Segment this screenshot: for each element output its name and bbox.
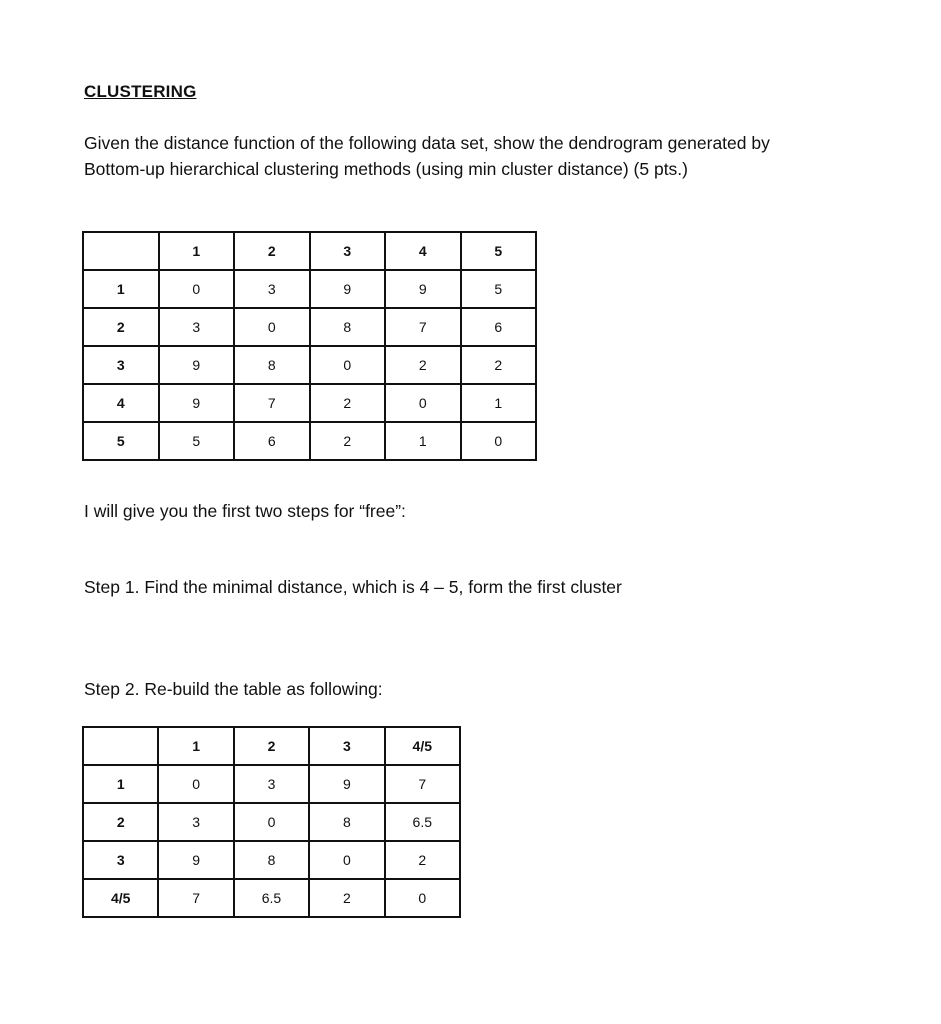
table-header-cell: 2 [234,232,310,270]
table-cell: 3 [234,765,309,803]
row-label: 3 [83,841,158,879]
table-row [83,270,536,308]
table-cell: 9 [310,270,386,308]
page-title: CLUSTERING [84,82,197,101]
table-cell: 9 [309,765,384,803]
table-header-cell: 1 [159,232,235,270]
table-cell: 8 [309,803,384,841]
row-label: 1 [83,270,159,308]
table-cell: 3 [234,270,310,308]
intro-text [84,130,884,182]
distance-table [82,231,537,461]
table-header-cell [83,232,159,270]
table-cell: 2 [310,422,386,460]
table-cell: 6 [461,308,537,346]
row-label: 4 [83,384,159,422]
table-cell: 6.5 [234,879,309,917]
table-row [83,803,460,841]
step-2-text: Step 2. Re-build the table as following: [84,679,383,699]
table-cell: 0 [234,308,310,346]
table-cell: 7 [234,384,310,422]
table-cell: 1 [461,384,537,422]
table-header-cell: 3 [309,727,384,765]
table-cell: 2 [309,879,384,917]
table-cell: 3 [159,308,235,346]
table-header-row [83,727,460,765]
table-row [83,384,536,422]
table-header-cell: 3 [310,232,386,270]
table-cell: 0 [309,841,384,879]
row-label: 1 [83,765,158,803]
table-cell: 7 [385,765,460,803]
table-cell: 9 [385,270,461,308]
table-cell: 0 [158,765,233,803]
table-row [83,765,460,803]
intro-line-2: Bottom-up hierarchical clustering methods (using min cluster distance) (5 pts.) [84,159,688,179]
table-header-cell [83,727,158,765]
table-cell: 0 [159,270,235,308]
table-header-cell: 4 [385,232,461,270]
table-cell: 0 [385,879,460,917]
table-cell: 9 [159,346,235,384]
table-cell: 5 [159,422,235,460]
row-label: 2 [83,803,158,841]
table-cell: 9 [158,841,233,879]
table-cell: 2 [310,384,386,422]
step-1-text: Step 1. Find the minimal distance, which is 4 – 5, form the first cluster [84,577,622,597]
table-header-row [83,232,536,270]
table-row [83,308,536,346]
row-label: 5 [83,422,159,460]
table-row [83,422,536,460]
row-label: 3 [83,346,159,384]
table-row [83,841,460,879]
table-cell: 0 [234,803,309,841]
table-header-cell: 1 [158,727,233,765]
table-header-cell: 5 [461,232,537,270]
table-cell: 0 [461,422,537,460]
table-cell: 0 [385,384,461,422]
table-cell: 6 [234,422,310,460]
table-cell: 8 [234,841,309,879]
rebuilt-distance-table [82,726,461,918]
table-cell: 8 [310,308,386,346]
table-cell: 7 [158,879,233,917]
table-cell: 1 [385,422,461,460]
table-cell: 0 [310,346,386,384]
table-cell: 2 [461,346,537,384]
row-label: 2 [83,308,159,346]
table-cell: 8 [234,346,310,384]
row-label: 4/5 [83,879,158,917]
table-cell: 6.5 [385,803,460,841]
table-cell: 2 [385,346,461,384]
table-cell: 2 [385,841,460,879]
free-steps-text: I will give you the first two steps for “free”: [84,501,406,521]
table-row [83,879,460,917]
table-row [83,346,536,384]
table-cell: 3 [158,803,233,841]
table-header-cell: 2 [234,727,309,765]
table-header-cell: 4/5 [385,727,460,765]
table-cell: 9 [159,384,235,422]
table-cell: 5 [461,270,537,308]
table-cell: 7 [385,308,461,346]
intro-line-1: Given the distance function of the following data set, show the dendrogram generated by [84,133,770,153]
